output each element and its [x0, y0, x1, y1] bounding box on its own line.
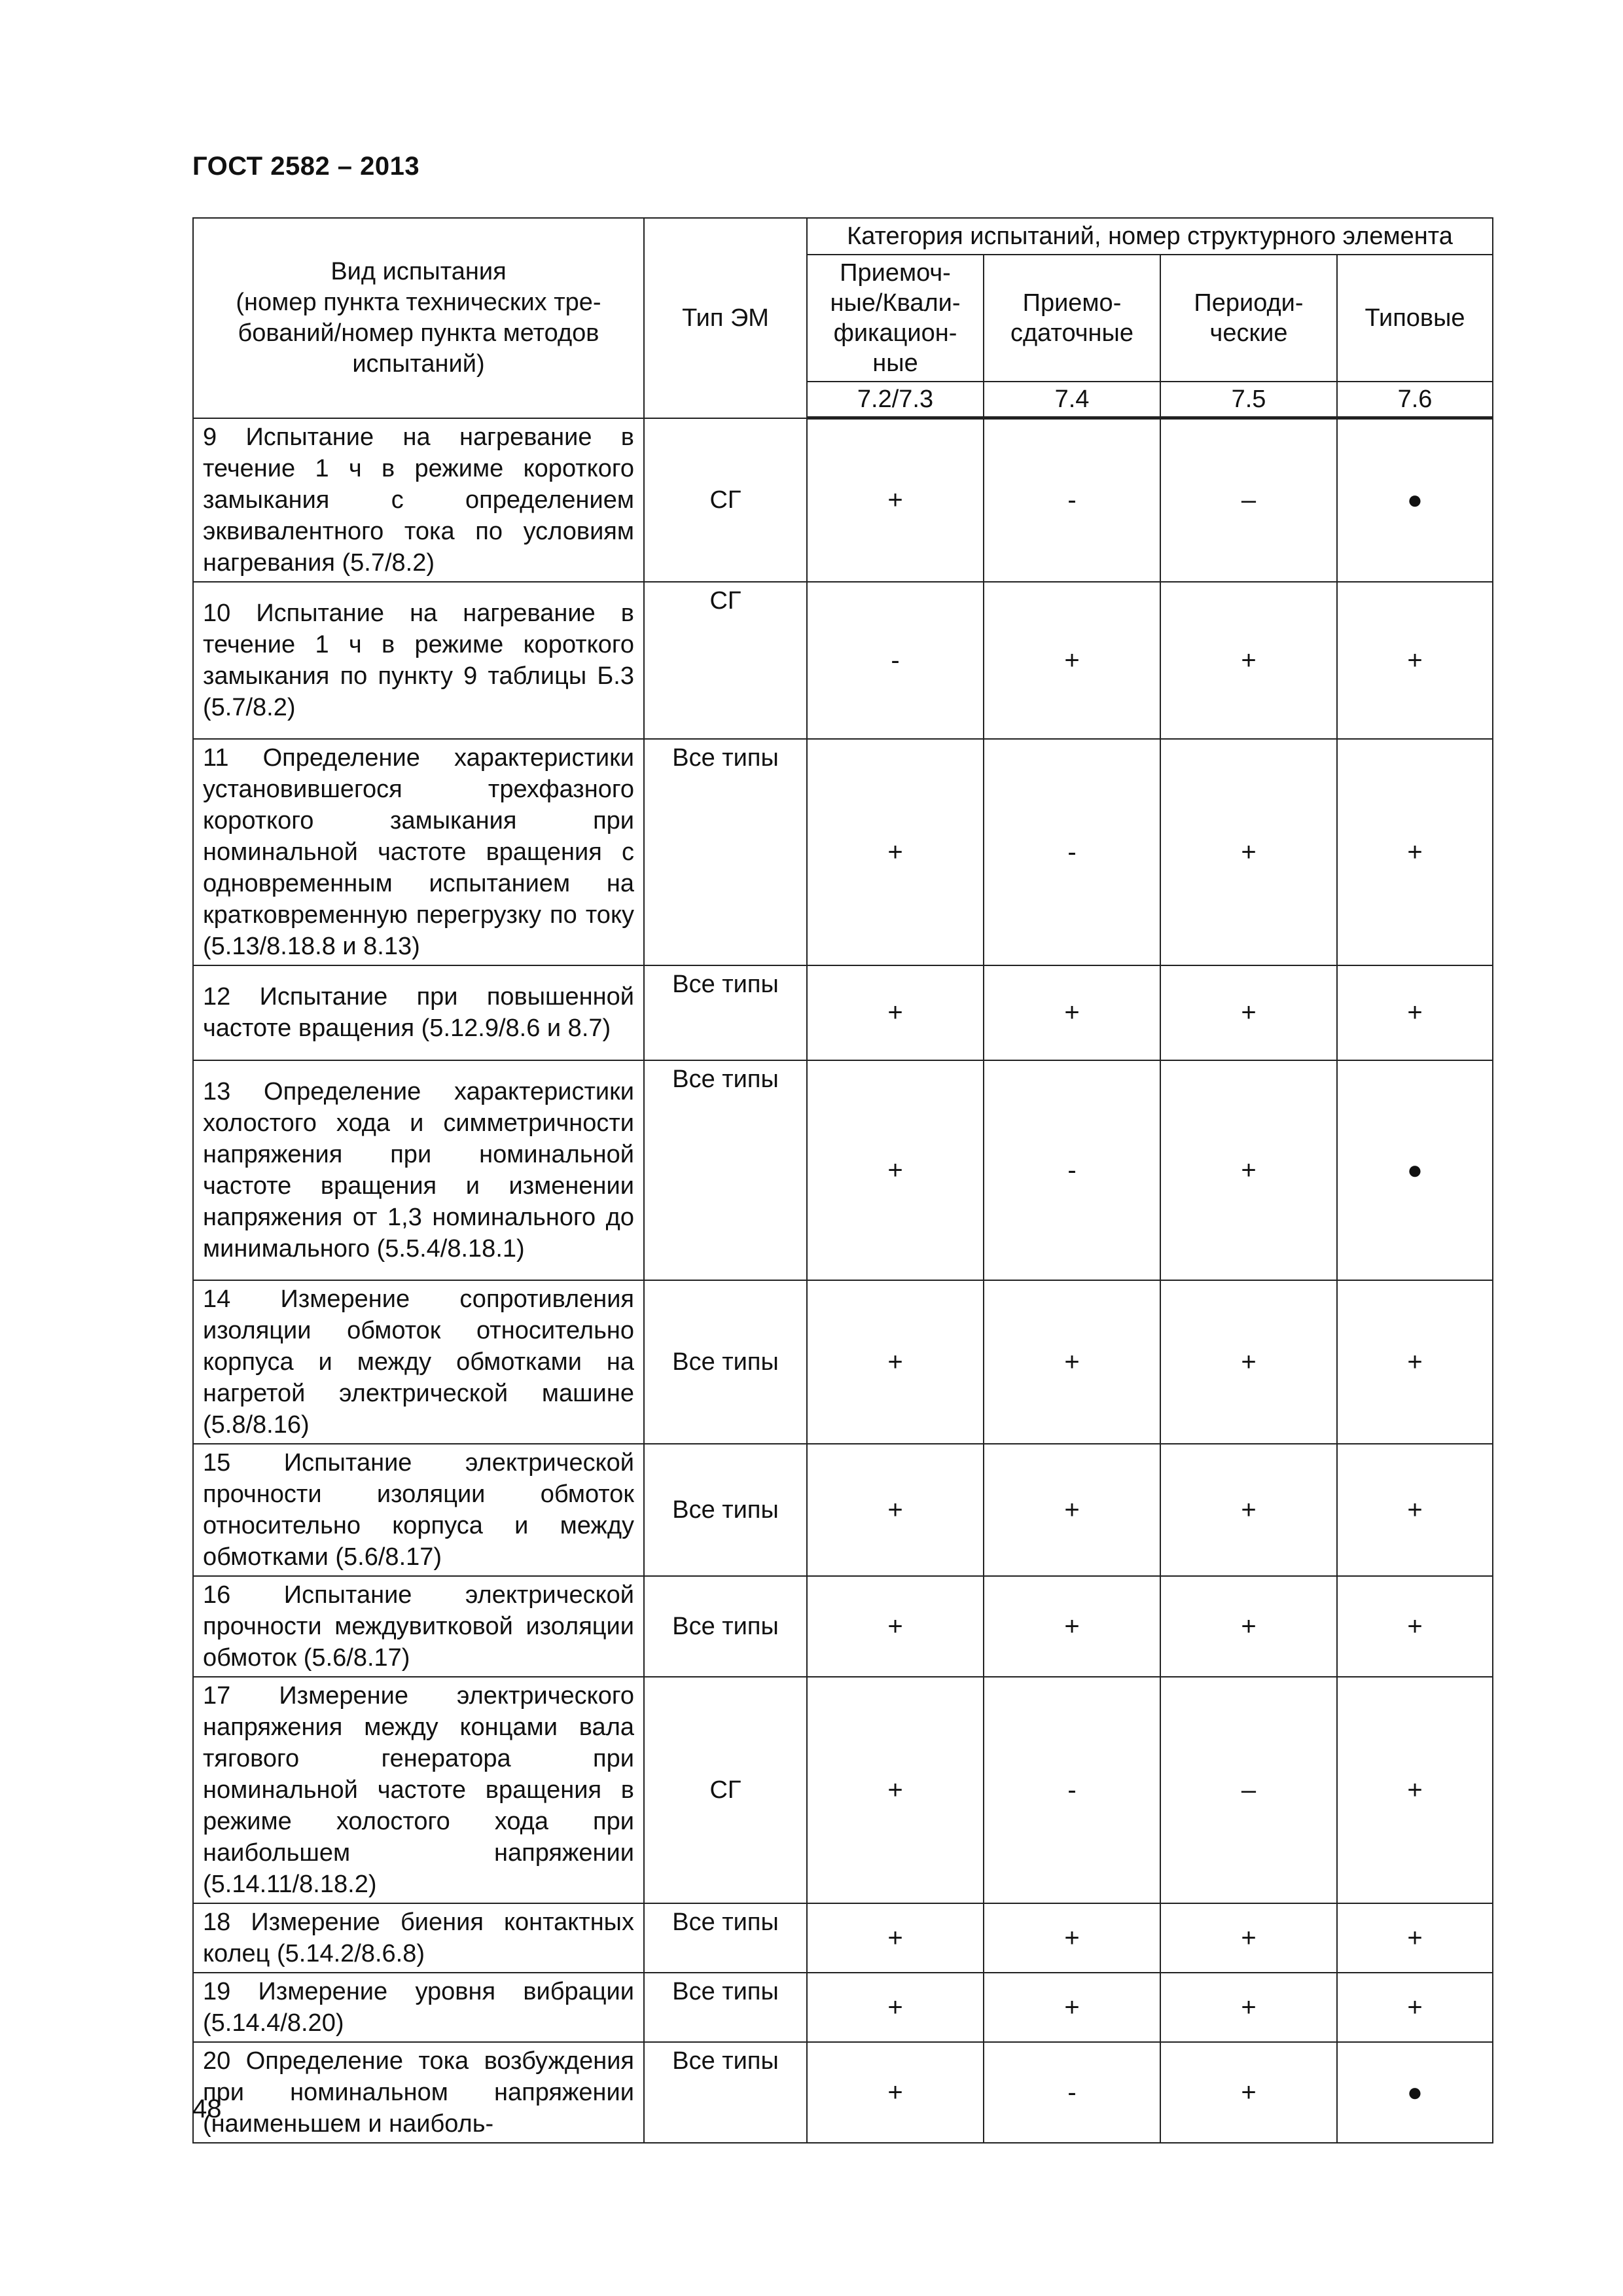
header-category-delivery: Приемо- сдаточные: [984, 255, 1160, 382]
mark: -: [984, 1677, 1160, 1903]
mark: -: [807, 582, 984, 739]
header-category-acceptance: Приемоч- ные/Квали- фикацион- ные: [807, 255, 984, 382]
mark: +: [1160, 1280, 1337, 1444]
test-name: 20 Определение тока возбуждения при номинальном напряжении (наименьшем и наиболь-: [193, 2042, 644, 2143]
mark: -: [984, 739, 1160, 965]
test-name: 11 Определение характеристики установившегося трехфазного короткого замыкания при номинальной частоте вращения с одновременным испытанием на кратковременную перегрузку по току (5.13/8.18.8 и 8.13): [193, 739, 644, 965]
table-row: [193, 1060, 1493, 1280]
table-row: [193, 965, 1493, 1060]
mark: +: [1337, 1973, 1493, 2042]
mark: +: [1160, 1060, 1337, 1280]
mark: –: [1160, 418, 1337, 582]
table-row: [193, 1444, 1493, 1576]
table-row: [193, 1973, 1493, 2042]
header-num: 7.5: [1160, 382, 1337, 418]
table-row: [193, 418, 1493, 582]
mark: +: [1160, 965, 1337, 1060]
mark: +: [807, 1576, 984, 1677]
mark: +: [807, 1973, 984, 2042]
mark: +: [807, 1060, 984, 1280]
table-row: [193, 1576, 1493, 1677]
test-name: 16 Испытание электрической прочности междувитковой изоляции обмоток (5.6/8.17): [193, 1576, 644, 1677]
mark: +: [1160, 1576, 1337, 1677]
em-type: Все типы: [644, 1060, 807, 1280]
mark: +: [1337, 582, 1493, 739]
mark: -: [984, 1060, 1160, 1280]
test-name: 13 Определение характеристики холостого хода и симметричности напряжения при номинальной частоте вращения и изменении напряжения от 1,3 номинального до минимального (5.5.4/8.18.1): [193, 1060, 644, 1280]
test-name: 15 Испытание электрической прочности изоляции обмоток относительно корпуса и между обмотками (5.6/8.17): [193, 1444, 644, 1576]
mark: +: [807, 1280, 984, 1444]
em-type: СГ: [644, 582, 807, 739]
mark: +: [1337, 1444, 1493, 1576]
em-type: СГ: [644, 1677, 807, 1903]
header-category-periodic: Периоди- ческие: [1160, 255, 1337, 382]
em-type: Все типы: [644, 1576, 807, 1677]
header-category: Категория испытаний, номер структурного элемента: [807, 218, 1493, 255]
mark: +: [807, 965, 984, 1060]
mark: ●: [1337, 1060, 1493, 1280]
table-row: [193, 2042, 1493, 2143]
test-name: 9 Испытание на нагревание в течение 1 ч в режиме короткого замыкания с определением эквивалентного тока по условиям нагревания (5.7/8.2): [193, 418, 644, 582]
mark: +: [1337, 1576, 1493, 1677]
header-num: 7.4: [984, 382, 1160, 418]
em-type: Все типы: [644, 1280, 807, 1444]
test-name: 18 Измерение биения контактных колец (5.14.2/8.6.8): [193, 1903, 644, 1973]
page-number: 48: [192, 2094, 222, 2123]
em-type: Все типы: [644, 1973, 807, 2042]
mark: +: [807, 739, 984, 965]
mark: +: [1160, 739, 1337, 965]
em-type: Все типы: [644, 2042, 807, 2143]
header-num: 7.6: [1337, 382, 1493, 418]
mark: +: [1337, 739, 1493, 965]
header-test-type: Вид испытания (номер пункта технических тре- бований/номер пункта методов испытаний): [193, 218, 644, 418]
mark: +: [1337, 965, 1493, 1060]
mark: +: [984, 965, 1160, 1060]
em-type: Все типы: [644, 965, 807, 1060]
mark: +: [1337, 1677, 1493, 1903]
mark: +: [1160, 582, 1337, 739]
mark: +: [984, 1280, 1160, 1444]
mark: +: [1160, 1903, 1337, 1973]
mark: +: [1337, 1280, 1493, 1444]
em-type: Все типы: [644, 739, 807, 965]
mark: +: [1160, 1444, 1337, 1576]
mark: ●: [1337, 418, 1493, 582]
table-row: [193, 1280, 1493, 1444]
mark: +: [807, 1444, 984, 1576]
em-type: СГ: [644, 418, 807, 582]
table-row: [193, 1677, 1493, 1903]
test-name: 10 Испытание на нагревание в течение 1 ч в режиме короткого замыкания по пункту 9 таблицы Б.3 (5.7/8.2): [193, 582, 644, 739]
mark: +: [984, 582, 1160, 739]
mark: +: [1160, 2042, 1337, 2143]
mark: -: [984, 418, 1160, 582]
mark: +: [1337, 1903, 1493, 1973]
mark: +: [984, 1576, 1160, 1677]
mark: -: [984, 2042, 1160, 2143]
test-name: 14 Измерение сопротивления изоляции обмоток относительно корпуса и между обмотками на нагретой электрической машине (5.8/8.16): [193, 1280, 644, 1444]
mark: +: [984, 1903, 1160, 1973]
header-num: 7.2/7.3: [807, 382, 984, 418]
mark: +: [984, 1444, 1160, 1576]
mark: +: [807, 1677, 984, 1903]
test-name: 12 Испытание при повышенной частоте вращения (5.12.9/8.6 и 8.7): [193, 965, 644, 1060]
test-name: 17 Измерение электрического напряжения между концами вала тягового генератора при номинальной частоте вращения в режиме холостого хода при наибольшем напряжении (5.14.11/8.18.2): [193, 1677, 644, 1903]
test-name: 19 Измерение уровня вибрации (5.14.4/8.20): [193, 1973, 644, 2042]
mark: +: [984, 1973, 1160, 2042]
header-category-type: Типовые: [1337, 255, 1493, 382]
mark: +: [807, 2042, 984, 2143]
mark: ●: [1337, 2042, 1493, 2143]
mark: +: [807, 418, 984, 582]
table-row: [193, 582, 1493, 739]
em-type: Все типы: [644, 1903, 807, 1973]
test-category-table: [192, 217, 1493, 2144]
document-title: ГОСТ 2582 – 2013: [192, 152, 420, 181]
em-type: Все типы: [644, 1444, 807, 1576]
table-row: [193, 739, 1493, 965]
mark: +: [807, 1903, 984, 1973]
mark: +: [1160, 1973, 1337, 2042]
header-em-type: Тип ЭМ: [644, 218, 807, 418]
table-row: [193, 1903, 1493, 1973]
mark: –: [1160, 1677, 1337, 1903]
